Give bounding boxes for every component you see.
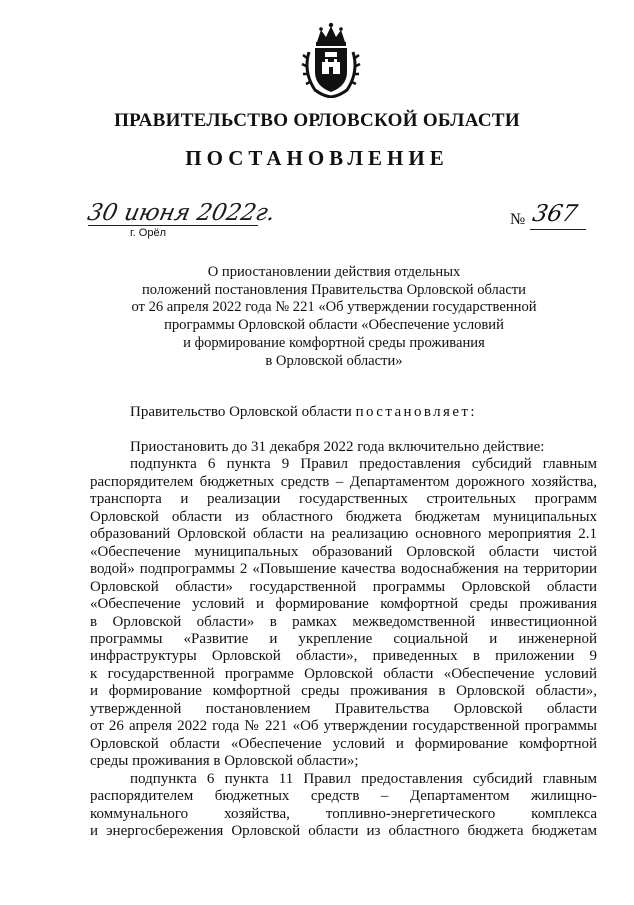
body-line: в Орловской области» в рамках межведомственной инвестиционной <box>90 613 597 630</box>
subject-line: О приостановлении действия отдельных <box>207 264 461 280</box>
body-line: «Обеспечение муниципальных образований Орловской области чистой <box>90 543 597 560</box>
subject-line: положений постановления Правительства Орловской области <box>142 281 526 298</box>
document-type: ПОСТАНОВЛЕНИЕ <box>185 146 449 170</box>
body-line: от 26 апреля 2022 года № 221 «Об утверждении государственной программы <box>90 718 597 735</box>
preamble-text: Правительство Орловской области <box>130 404 356 420</box>
preamble <box>130 404 477 421</box>
body-line: Орловской области из областного бюджета бюджетам муниципальных <box>90 508 597 525</box>
body-line: утвержденной постановлением Правительства Орловской области <box>90 700 597 717</box>
body-line: среды проживания в Орловской области»; <box>90 753 359 770</box>
subject-line: и формирование комфортной среды проживания <box>183 334 485 351</box>
body-line: инфраструктуры Орловской области», приведенных в приложении 9 <box>90 648 597 665</box>
body-line: образований Орловской области на реализацию основного мероприятия 2.1 <box>90 526 597 543</box>
number-label: № <box>510 211 526 228</box>
body-line: и энергосбережения Орловской области из областного бюджета бюджетам <box>90 822 597 839</box>
body-line: подпункта 6 пункта 11 Правил предоставления субсидий главным <box>130 770 597 787</box>
body-line: распорядителем бюджетных средств – Департаментом жилищно- <box>90 788 597 805</box>
body-line: к государственной программе Орловской области «Обеспечение условий <box>90 665 597 682</box>
body-line: и формирование комфортной среды проживания в Орловской области», <box>90 683 597 700</box>
body-line: «Обеспечение условий и формирование комфортной среды проживания <box>90 596 597 613</box>
body-line: коммунального хозяйства, топливно-энергетического комплекса <box>90 805 597 822</box>
body-line: подпункта 6 пункта 9 Правил предоставления субсидий главным <box>130 456 597 473</box>
decree-number: 367 <box>530 201 580 227</box>
subject-line: в Орловской области» <box>265 352 403 369</box>
decree-body <box>90 439 597 840</box>
body-line: транспорта и реализации государственных строительных программ <box>90 491 597 508</box>
preamble-verb: постановляет: <box>355 404 477 420</box>
body-line: Орловской области» государственной программы Орловской области <box>90 578 597 595</box>
subject-line: от 26 апреля 2022 года № 221 «Об утверждении государственной <box>131 299 537 316</box>
city-label: г. Орёл <box>130 227 166 239</box>
body-line: распорядителем бюджетных средств – Департаментом дорожного хозяйства, <box>90 473 597 490</box>
body-line: программы «Развитие и укрепление социальной и инженерной <box>90 630 597 647</box>
date-underline <box>88 225 258 226</box>
decree-subject <box>0 264 634 370</box>
body-line: Приостановить до 31 декабря 2022 года включительно действие: <box>130 439 545 455</box>
number-underline <box>530 229 586 230</box>
body-line: водой» подпрограммы 2 «Повышение качества водоснабжения на территории <box>90 561 597 578</box>
coat-of-arms-icon <box>301 22 361 98</box>
decree-date: 30 июня 2022г. <box>85 200 278 226</box>
subject-line: программы Орловской области «Обеспечение условий <box>164 317 504 334</box>
government-title: ПРАВИТЕЛЬСТВО ОРЛОВСКОЙ ОБЛАСТИ <box>114 110 520 131</box>
body-line: Орловской области «Обеспечение условий и формирование комфортной <box>90 735 597 752</box>
